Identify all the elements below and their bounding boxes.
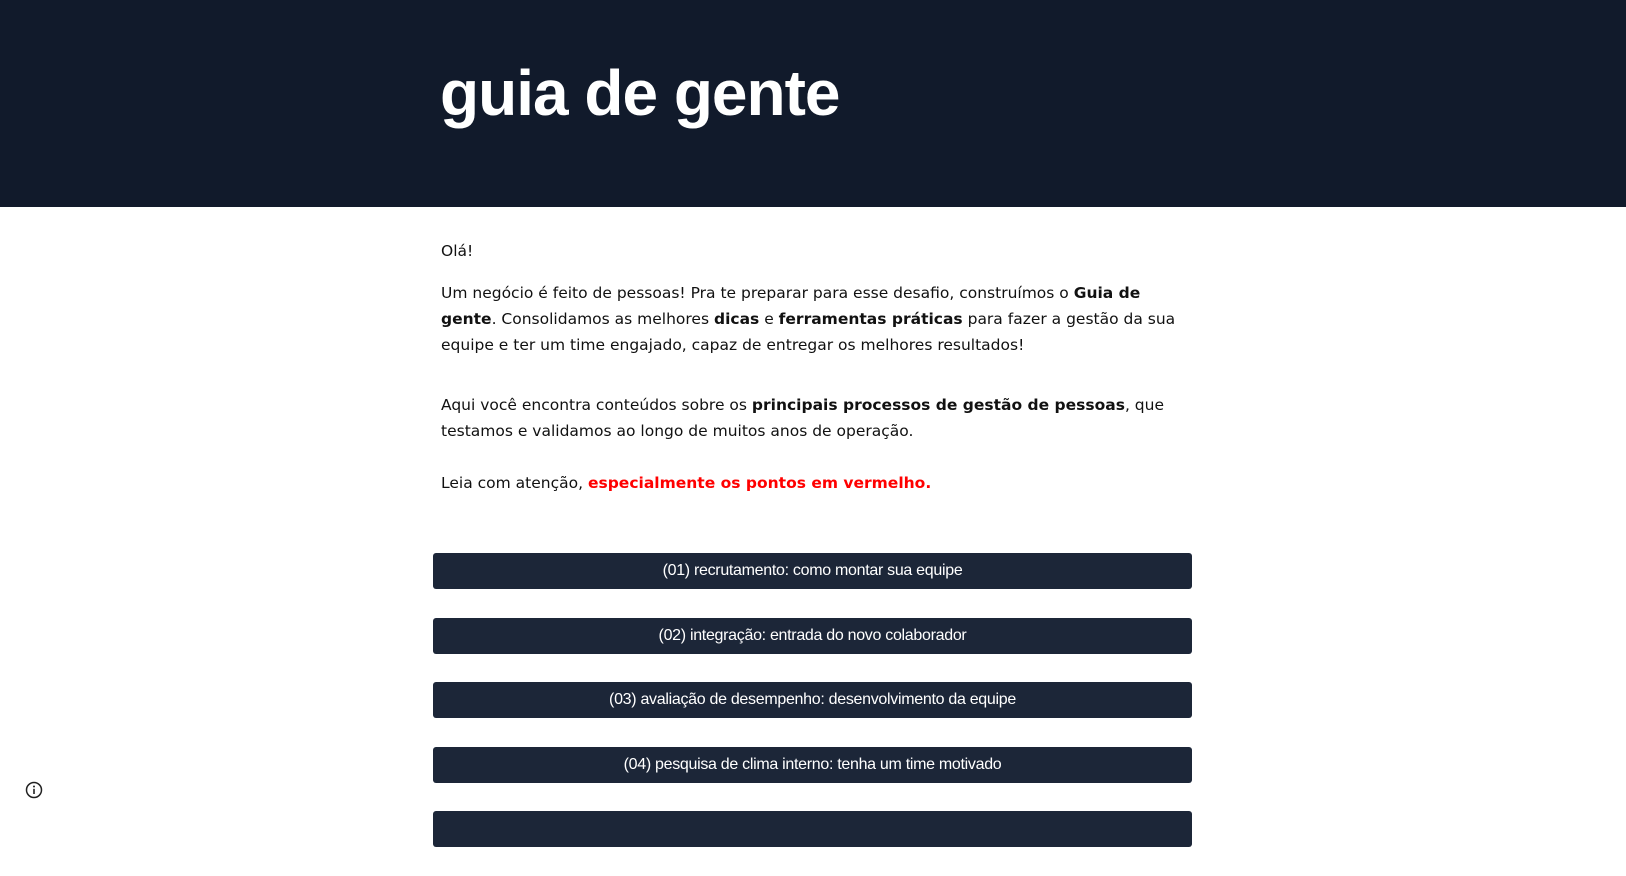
attention-text: Leia com atenção,: [441, 474, 588, 492]
processes-text: Aqui você encontra conteúdos sobre os: [441, 396, 752, 414]
chapter-button-02[interactable]: (02) integração: entrada do novo colaborador: [433, 618, 1192, 654]
page-title: guia de gente: [440, 57, 840, 129]
chapter-list: [433, 553, 1192, 876]
chapter-button-05[interactable]: [433, 811, 1192, 847]
info-icon: [25, 781, 43, 799]
processes-paragraph: [441, 392, 1181, 444]
intro-paragraph: [441, 280, 1181, 358]
attention-paragraph: [441, 470, 1181, 496]
processes-highlight: principais processos de gestão de pessoas: [751, 396, 1125, 414]
chapter-button-01[interactable]: (01) recrutamento: como montar sua equipe: [433, 553, 1192, 589]
info-button[interactable]: [24, 780, 44, 800]
intro-text: . Consolidamos as melhores: [491, 310, 714, 328]
intro-text: Um negócio é feito de pessoas! Pra te preparar para esse desafio, construímos o: [441, 284, 1074, 302]
intro-text: e: [759, 310, 779, 328]
chapter-button-03[interactable]: (03) avaliação de desempenho: desenvolvimento da equipe: [433, 682, 1192, 718]
chapter-button-04[interactable]: (04) pesquisa de clima interno: tenha um time motivado: [433, 747, 1192, 783]
intro-section: [441, 238, 1181, 496]
tools-text: ferramentas práticas: [778, 310, 963, 328]
tips-text: dicas: [713, 310, 760, 328]
attention-highlight: especialmente os pontos em vermelho.: [587, 474, 932, 492]
intro-text: para fazer a gestão da sua equipe e ter um time engajado, capaz de entregar os melhores resultados!: [441, 310, 1176, 354]
processes-text: , que testamos e validamos ao longo de muitos anos de operação.: [441, 396, 1165, 440]
page-header: [0, 0, 1626, 207]
greeting-text: Olá!: [441, 242, 474, 260]
guide-name-text: Guia de gente: [441, 284, 1141, 328]
